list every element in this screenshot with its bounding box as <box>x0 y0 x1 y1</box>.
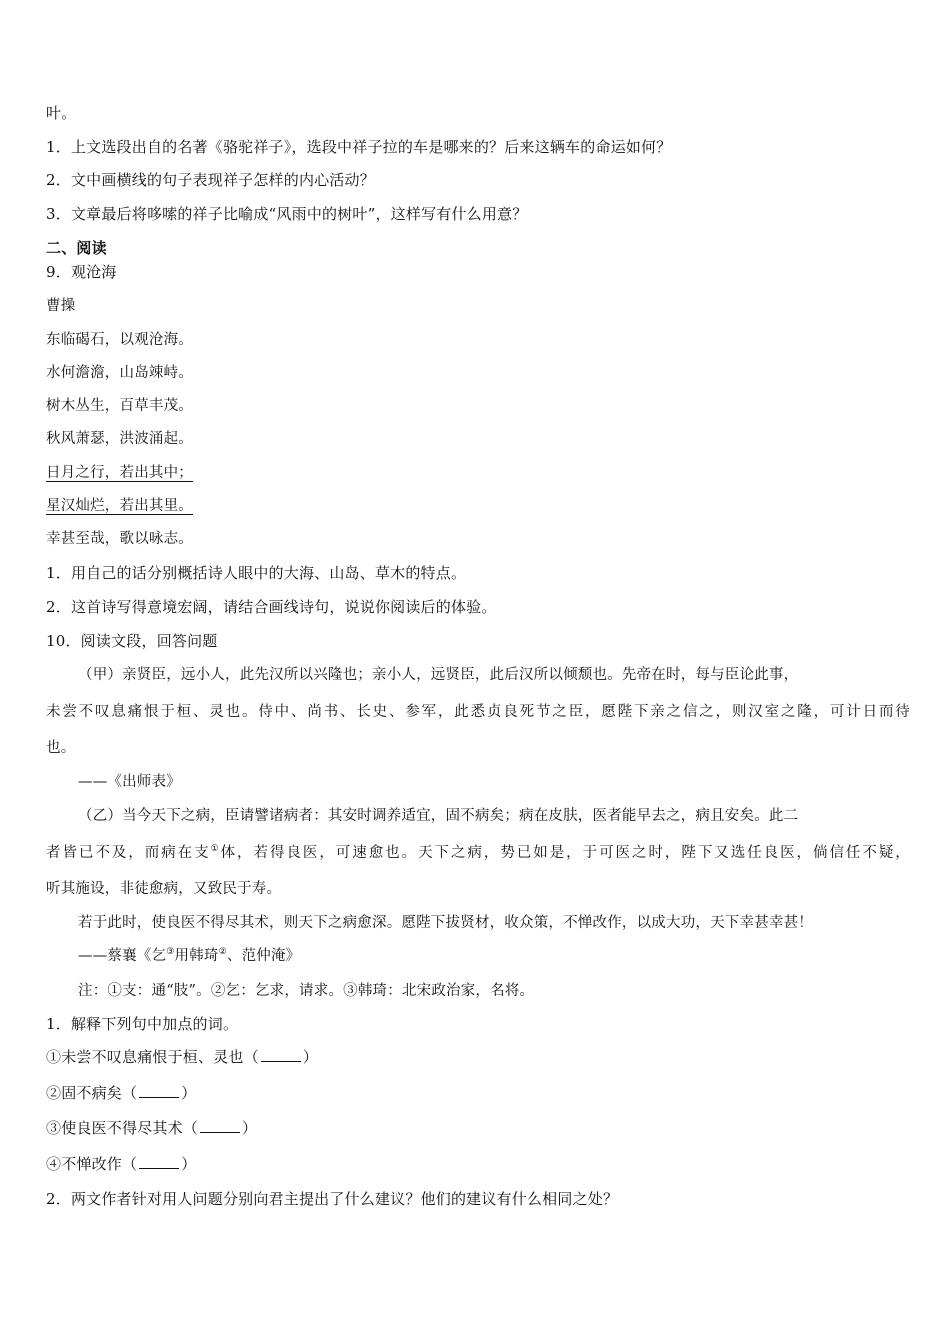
poem-line: 秋风萧瑟，洪波涌起。 <box>46 431 193 447</box>
poem-title: 9．观沧海 <box>46 263 117 281</box>
answer-blank[interactable] <box>261 1047 301 1062</box>
sub-question-2: 2．两文作者针对用人问题分别向君主提出了什么建议？他们的建议有什么相同之处？ <box>46 1190 619 1208</box>
fill-item-2: ②固不病矣（ ） <box>46 1084 197 1102</box>
poem-line: 水何澹澹，山岛竦峙。 <box>46 365 193 381</box>
fill-item-1: ①未尝不叹息痛恨于桓、灵也（ ） <box>46 1048 319 1066</box>
fill-item-3: ③使良医不得尽其术（ ） <box>46 1119 258 1137</box>
continuation-text: 叶。 <box>46 104 77 122</box>
yi-line-1: （乙）当今天下之病，臣请譬诸病者：其安时调养适宜，固不病矣；病在皮肤，医者能早去之，病且安矣。此二 <box>78 808 799 824</box>
question-2: 2．文中画横线的句子表现祥子怎样的内心活动？ <box>46 171 375 189</box>
section-heading: 二、阅读 <box>46 239 107 257</box>
fill-item-4: ④不惮改作（ ） <box>46 1155 197 1173</box>
answer-blank[interactable] <box>200 1118 240 1133</box>
footnote-mark: ② <box>218 947 227 957</box>
footnote: 注：①支：通“肢”。②乞：乞求，请求。③韩琦：北宋政治家，名将。 <box>78 983 535 999</box>
q10-title: 10．阅读文段，回答问题 <box>46 632 218 650</box>
yi-line-2: 者皆已不及，而病在支①体，若得良医，可速愈也。天下之病，势已如是，于可医之时，陛下又选任良医，倘信任不疑， <box>46 844 910 861</box>
jia-line-2: 未尝不叹息痛恨于桓、灵也。侍中、尚书、长史、参军，此悉贞良死节之臣，愿陛下亲之信之，则汉室之隆，可计日而待 <box>46 704 910 720</box>
answer-blank[interactable] <box>139 1083 179 1098</box>
poem-author: 曹操 <box>46 298 76 314</box>
answer-blank[interactable] <box>139 1154 179 1169</box>
footnote-mark: ③ <box>166 947 175 957</box>
sub-question-1: 1．解释下列句中加点的词。 <box>46 1015 239 1033</box>
poem-line-underlined: 星汉灿烂，若出其里。 <box>46 498 193 514</box>
question-3: 3．文章最后将哆嗦的祥子比喻成“风雨中的树叶”，这样写有什么用意？ <box>46 205 528 223</box>
footnote-mark: ① <box>210 844 221 854</box>
yi-line-4: 若于此时，使良医不得尽其术，则天下之病愈深。愿陛下拔贤材，收众策，不惮改作，以成大功，天下幸甚幸甚！ <box>78 915 813 931</box>
poem-line: 树木丛生，百草丰茂。 <box>46 398 193 414</box>
poem-question-1: 1．用自己的话分别概括诗人眼中的大海、山岛、草木的特点。 <box>46 564 467 582</box>
poem-question-2: 2．这首诗写得意境宏阔，请结合画线诗句，说说你阅读后的体验。 <box>46 598 497 616</box>
question-1: 1．上文选段出自的名著《骆驼祥子》，选段中祥子拉的车是哪来的？后来这辆车的命运如何？ <box>46 138 672 156</box>
yi-line-3: 听其施设，非徒愈病，又致民于寿。 <box>46 881 282 897</box>
poem-line: 东临碣石，以观沧海。 <box>46 332 193 348</box>
jia-line-1: （甲）亲贤臣，远小人，此先汉所以兴隆也；亲小人，远贤臣，此后汉所以倾颓也。先帝在时，每与臣论此事， <box>78 667 799 683</box>
jia-line-3: 也。 <box>46 740 76 756</box>
poem-line: 幸甚至哉，歌以咏志。 <box>46 531 193 547</box>
poem-line-underlined: 日月之行，若出其中； <box>46 465 193 481</box>
jia-source: ——《出师表》 <box>78 774 181 790</box>
yi-source: ——蔡襄《乞③用韩琦②、范仲淹》 <box>78 947 301 964</box>
